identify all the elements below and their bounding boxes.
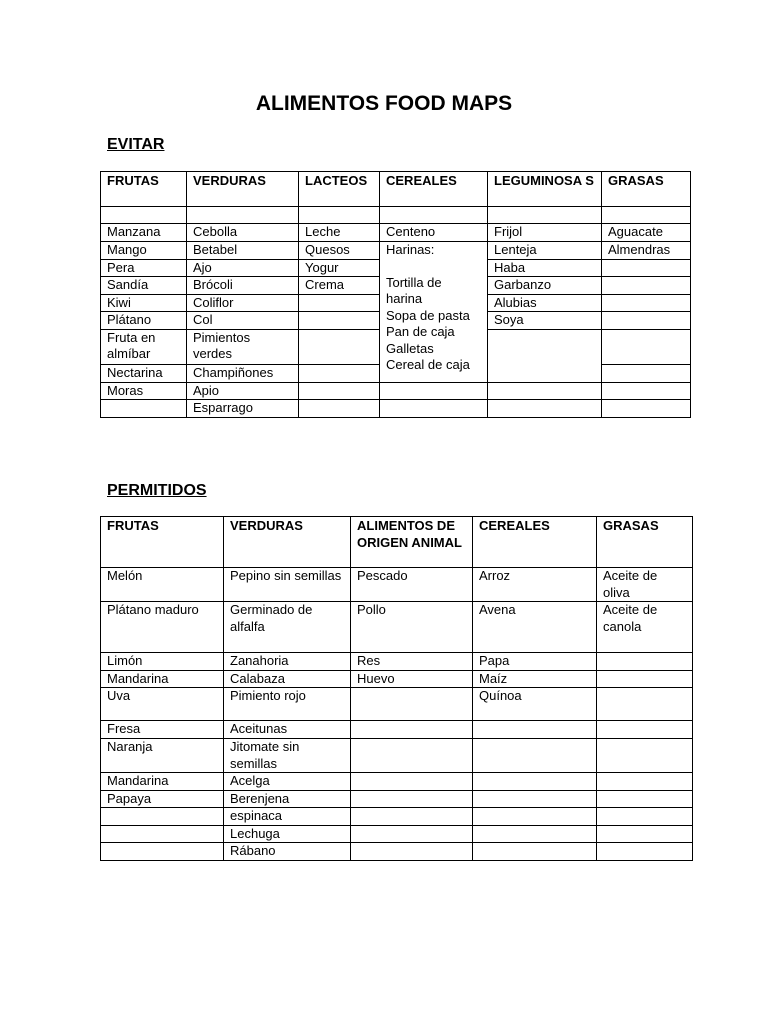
- cereales-cell: Maíz: [473, 670, 597, 688]
- leguminosas-cell: [488, 382, 602, 400]
- cereales-cell: [380, 382, 488, 400]
- header-frutas: FRUTAS: [101, 172, 187, 207]
- frutas-cell: Limón: [101, 653, 224, 671]
- leguminosas-cell: [488, 400, 602, 418]
- verduras-cell: Calabaza: [224, 670, 351, 688]
- cereales-item: Harinas:: [386, 241, 435, 257]
- frutas-cell: Kiwi: [101, 294, 187, 312]
- grasas-cell: [602, 294, 691, 312]
- table-row: [101, 825, 693, 843]
- cereales-cell: [473, 808, 597, 826]
- header-verduras: VERDURAS: [224, 517, 351, 568]
- frutas-cell: Mandarina: [101, 773, 224, 791]
- table-row: [101, 400, 691, 418]
- table-row: [101, 224, 691, 242]
- origen-animal-cell: [351, 688, 473, 721]
- origen-animal-cell: [351, 808, 473, 826]
- grasas-cell: [602, 329, 691, 364]
- grasas-cell: [602, 259, 691, 277]
- grasas-cell: [597, 825, 693, 843]
- lacteos-cell: [299, 364, 380, 382]
- verduras-cell: Jitomate sin semillas: [224, 739, 351, 773]
- header-cereales: CEREALES: [380, 172, 488, 207]
- lacteos-cell: Quesos: [299, 241, 380, 259]
- origen-animal-cell: Pescado: [351, 568, 473, 602]
- grasas-cell: [597, 688, 693, 721]
- grasas-cell: Aguacate: [602, 224, 691, 242]
- verduras-cell: Ajo: [187, 259, 299, 277]
- cereales-cell: [473, 825, 597, 843]
- header-origen-animal: ALIMENTOS DE ORIGEN ANIMAL: [351, 517, 473, 568]
- verduras-cell: Col: [187, 312, 299, 330]
- cereales-cell: [380, 400, 488, 418]
- leguminosas-cell: Alubias: [488, 294, 602, 312]
- frutas-cell: [101, 808, 224, 826]
- cereales-item: Galletas: [386, 340, 434, 356]
- cereales-cell: Papa: [473, 653, 597, 671]
- spacer-row: [101, 207, 691, 224]
- table-row: [101, 568, 693, 602]
- cereales-item: Sopa de pasta: [386, 307, 470, 323]
- lacteos-cell: [299, 294, 380, 312]
- origen-animal-cell: [351, 739, 473, 773]
- frutas-cell: Nectarina: [101, 364, 187, 382]
- leguminosas-cell: Soya: [488, 312, 602, 330]
- origen-animal-cell: [351, 773, 473, 791]
- lacteos-cell: [299, 312, 380, 330]
- verduras-cell: Esparrago: [187, 400, 299, 418]
- cereales-cell: [473, 773, 597, 791]
- table-row: [101, 739, 693, 773]
- frutas-cell: Pera: [101, 259, 187, 277]
- frutas-cell: Fresa: [101, 721, 224, 739]
- lacteos-cell: [299, 382, 380, 400]
- header-lacteos: LACTEOS: [299, 172, 380, 207]
- lacteos-cell: Leche: [299, 224, 380, 242]
- frutas-cell: [101, 400, 187, 418]
- permitidos-table: [100, 516, 693, 861]
- verduras-cell: Zanahoria: [224, 653, 351, 671]
- table-row: [101, 602, 693, 653]
- origen-animal-cell: Huevo: [351, 670, 473, 688]
- grasas-cell: [602, 382, 691, 400]
- lacteos-cell: [299, 329, 380, 364]
- leguminosas-cell: [488, 329, 602, 382]
- grasas-cell: [597, 721, 693, 739]
- grasas-cell: Aceite de oliva: [597, 568, 693, 602]
- page-title: ALIMENTOS FOOD MAPS: [255, 92, 513, 115]
- header-verduras: VERDURAS: [187, 172, 299, 207]
- grasas-cell: [597, 843, 693, 861]
- leguminosas-cell: Frijol: [488, 224, 602, 242]
- verduras-cell: Pimientos verdes: [187, 329, 299, 364]
- grasas-cell: [602, 364, 691, 382]
- verduras-cell: Lechuga: [224, 825, 351, 843]
- cereales-cell: Arroz: [473, 568, 597, 602]
- cereales-cell: Centeno: [380, 224, 488, 242]
- verduras-cell: Pepino sin semillas: [224, 568, 351, 602]
- frutas-cell: [101, 843, 224, 861]
- header-grasas: GRASAS: [597, 517, 693, 568]
- origen-animal-cell: [351, 790, 473, 808]
- leguminosas-cell: Garbanzo: [488, 277, 602, 295]
- frutas-cell: Mango: [101, 241, 187, 259]
- header-leguminosas: LEGUMINOSA S: [488, 172, 602, 207]
- table-row: [101, 382, 691, 400]
- cereales-cell: [473, 843, 597, 861]
- grasas-cell: [597, 670, 693, 688]
- table-row: [101, 843, 693, 861]
- frutas-cell: Fruta en almíbar: [101, 329, 187, 364]
- leguminosas-cell: Haba: [488, 259, 602, 277]
- frutas-cell: Moras: [101, 382, 187, 400]
- grasas-cell: [597, 653, 693, 671]
- frutas-cell: Uva: [101, 688, 224, 721]
- table-row: [101, 688, 693, 721]
- verduras-cell: Berenjena: [224, 790, 351, 808]
- grasas-cell: [602, 312, 691, 330]
- header-cereales: CEREALES: [473, 517, 597, 568]
- verduras-cell: Pimiento rojo: [224, 688, 351, 721]
- lacteos-cell: [299, 400, 380, 418]
- frutas-cell: Manzana: [101, 224, 187, 242]
- grasas-cell: [602, 277, 691, 295]
- grasas-cell: [597, 790, 693, 808]
- evitar-table: [100, 171, 691, 418]
- verduras-cell: Champiñones: [187, 364, 299, 382]
- frutas-cell: Papaya: [101, 790, 224, 808]
- table-row: [101, 721, 693, 739]
- header-grasas: GRASAS: [602, 172, 691, 207]
- cereales-item: Cereal de caja: [386, 357, 470, 372]
- table-row: [101, 773, 693, 791]
- cereales-merged-cell: [380, 241, 488, 382]
- grasas-cell: Almendras: [602, 241, 691, 259]
- verduras-cell: Aceitunas: [224, 721, 351, 739]
- table-row: [101, 653, 693, 671]
- verduras-cell: Brócoli: [187, 277, 299, 295]
- verduras-cell: Acelga: [224, 773, 351, 791]
- frutas-cell: Plátano: [101, 312, 187, 330]
- cereales-cell: [473, 739, 597, 773]
- grasas-cell: Aceite de canola: [597, 602, 693, 653]
- grasas-cell: [597, 808, 693, 826]
- leguminosas-cell: Lenteja: [488, 241, 602, 259]
- origen-animal-cell: Pollo: [351, 602, 473, 653]
- origen-animal-cell: Res: [351, 653, 473, 671]
- cereales-item: Pan de caja: [386, 324, 455, 339]
- frutas-cell: Mandarina: [101, 670, 224, 688]
- verduras-cell: espinaca: [224, 808, 351, 826]
- frutas-cell: Sandía: [101, 277, 187, 295]
- grasas-cell: [597, 739, 693, 773]
- frutas-cell: Melón: [101, 568, 224, 602]
- verduras-cell: Betabel: [187, 241, 299, 259]
- table-row: [101, 241, 691, 259]
- lacteos-cell: Crema: [299, 277, 380, 295]
- table-row: [101, 808, 693, 826]
- cereales-cell: [473, 790, 597, 808]
- cereales-cell: Avena: [473, 602, 597, 653]
- verduras-cell: Apio: [187, 382, 299, 400]
- cereales-cell: Quínoa: [473, 688, 597, 721]
- verduras-cell: Cebolla: [187, 224, 299, 242]
- grasas-cell: [602, 400, 691, 418]
- origen-animal-cell: [351, 825, 473, 843]
- frutas-cell: Naranja: [101, 739, 224, 773]
- verduras-cell: Coliflor: [187, 294, 299, 312]
- cereales-item: [386, 258, 481, 275]
- origen-animal-cell: [351, 843, 473, 861]
- header-frutas: FRUTAS: [101, 517, 224, 568]
- permitidos-heading: PERMITIDOS: [107, 482, 207, 499]
- frutas-cell: [101, 825, 224, 843]
- lacteos-cell: Yogur: [299, 259, 380, 277]
- frutas-cell: Plátano maduro: [101, 602, 224, 653]
- evitar-heading: EVITAR: [107, 136, 165, 153]
- cereales-cell: [473, 721, 597, 739]
- grasas-cell: [597, 773, 693, 791]
- verduras-cell: Germinado de alfalfa: [224, 602, 351, 653]
- table-row: [101, 670, 693, 688]
- cereales-item: Tortilla de harina: [386, 274, 442, 306]
- verduras-cell: Rábano: [224, 843, 351, 861]
- table-row: [101, 790, 693, 808]
- origen-animal-cell: [351, 721, 473, 739]
